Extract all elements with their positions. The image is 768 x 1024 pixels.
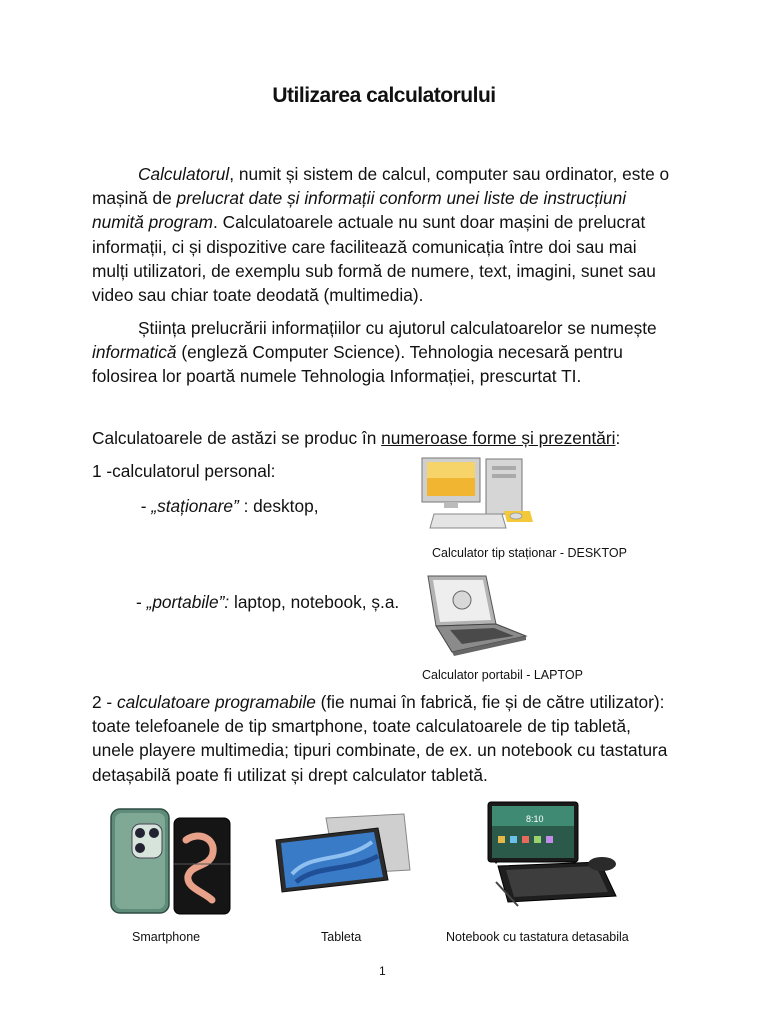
desktop-computer-image bbox=[420, 456, 536, 534]
notebook-detachable-image bbox=[482, 798, 622, 910]
caption-notebook: Notebook cu tastatura detasabila bbox=[446, 930, 629, 944]
paragraph-programmable: 2 - calculatoare programabile (fie numai în fabrică, fie și de către utilizator): toate telefoanele de tip smartphone, toate calculatoarele de tip tabletă, unele playere multimedia; tipuri combinate, de ex. un notebook cu tastatura detașabilă poate fi utilizat și drept calculator tabletă. bbox=[92, 692, 668, 785]
paragraph-definition: Calculatorul, numit și sistem de calcul, computer sau ordinator, este o mașină de prelucrat date și informații conform unei liste de instrucțiuni numită program. Calculatoarele actuale nu sunt doar mașini de prelucrat informații, ci și dispozitive care facilitează comunicația între doi sau mai mulți utilizatori, de exemplu sub formă de numere, text, imagini, sunet sau video sau chiar toate deodată (multimedia). bbox=[92, 164, 670, 306]
caption-smartphone: Smartphone bbox=[132, 930, 201, 944]
caption-laptop: Calculator portabil - LAPTOP bbox=[422, 668, 583, 682]
tablet-clock: 8:10 bbox=[526, 814, 544, 824]
list-item-personal: 1 -calculatorul personal: bbox=[92, 461, 276, 481]
laptop-computer-image bbox=[422, 574, 528, 656]
paragraph-forms: Calculatoarele de astăzi se produc în numeroase forme și prezentări: bbox=[92, 428, 621, 448]
underlined-forms: numeroase forme și prezentări bbox=[381, 428, 616, 448]
tablet-image bbox=[272, 812, 412, 894]
smartphone-image bbox=[108, 806, 234, 918]
paragraph-informatica: Știința prelucrării informațiilor cu ajutorul calculatoarelor se numește informatică (engleză Computer Science). Tehnologia necesară pentru folosirea lor poartă numele Tehnologia Informației, prescurtat TI. bbox=[92, 318, 657, 387]
page-title: Utilizarea calculatorului bbox=[272, 84, 496, 107]
list-item-stationare: - „staționare” : desktop, bbox=[136, 496, 319, 516]
caption-desktop: Calculator tip staționar - DESKTOP bbox=[432, 546, 627, 560]
list-item-portabile: - „portabile”: laptop, notebook, ș.a. bbox=[136, 592, 400, 612]
term-calculatorul: Calculatorul bbox=[138, 164, 230, 184]
page-number: 1 bbox=[379, 964, 386, 978]
caption-tableta: Tableta bbox=[321, 930, 362, 944]
